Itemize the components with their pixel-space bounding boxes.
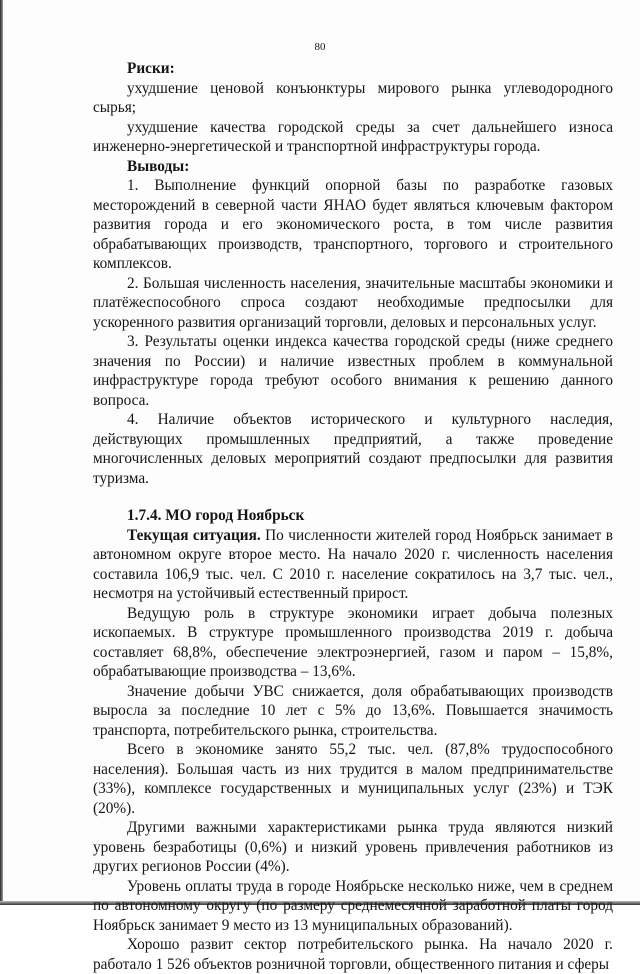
section-paragraph: Ведущую роль в структуре экономики играет добыча полезных ископаемых. В структуре промышленного производства 2019 г. добыча составляет 68,8%, обеспечение электроэнергией, газом и паром – 15,8%, обрабатывающие производства – 13,6%. <box>93 604 613 680</box>
lead-text: По численности жителей город Ноябрьск занимает в автономном округе второе место. На начало 2020 г. численность населения составила 106,9 тыс. чел. С 2010 г. население сократилось на 3,7 тыс. чел., несмотря на устойчивый естественный прирост. <box>93 526 613 602</box>
section-heading: 1.7.4. МО город Ноябрьск <box>127 507 305 524</box>
page-body <box>93 59 613 974</box>
section-paragraph: Всего в экономике занято 55,2 тыс. чел. (87,8% трудоспособного населения). Большая часть из них трудится в малом предпринимательстве (33%), комплексе государственных и муниципальных услуг (23%) и ТЭК (20%). <box>93 741 613 817</box>
conclusion-item: 4. Наличие объектов исторического и культурного наследия, действующих промышленных предприятий, а также проведение многочисленных деловых мероприятий создают предпосылки для развития туризма. <box>93 411 613 487</box>
risks-heading: Риски: <box>127 60 175 77</box>
risk-item: ухудшение ценовой конъюнктуры мирового рынка углеводородного сырья; <box>93 79 613 116</box>
conclusions-heading: Выводы: <box>127 157 190 175</box>
conclusion-item: 3. Результаты оценки индекса качества городской среды (ниже среднего значения по России) и наличие известных проблем в коммунальной инфраструктуре города требуют особого внимания к решению данного вопроса. <box>93 333 613 409</box>
section-lead-paragraph <box>93 526 613 604</box>
section-paragraph: Уровень оплаты труда в городе Ноябрьске несколько ниже, чем в среднем по автономному округу (по размеру среднемесячной заработной платы город Ноябрьск занимает 9 место из 13 муниципальных образований). <box>93 877 613 934</box>
section-paragraph: Другими важными характеристиками рынка труда являются низкий уровень безработицы (0,6%) и низкий уровень привлечения работников из других регионов России (4%). <box>93 819 613 875</box>
lead-bold-label: Текущая ситуация. <box>127 526 261 544</box>
section-paragraph: Значение добычи УВС снижается, доля обрабатывающих производств выросла за последние 10 лет с 5% до 13,6%. Повышается значимость транспорта, потребительского рынка, строительства. <box>93 682 613 739</box>
scan-edge-left <box>0 0 3 905</box>
conclusion-item: 2. Большая численность населения, значительные масштабы экономики и платёжеспособного спроса создают необходимые предпосылки для ускоренного развития организаций торговли, деловых и персональных услуг. <box>93 274 613 331</box>
conclusion-item: 1. Выполнение функций опорной базы по разработке газовых месторождений в северной части ЯНАО будет являться ключевым фактором развития города и его экономического роста, в том числе развития обрабатывающих производств, транспортного, торгового и строительного комплексов. <box>93 177 613 272</box>
risk-item: ухудшение качества городской среды за счет дальнейшего износа инженерно-энергетической и транспортной инфраструктуры города. <box>93 118 613 155</box>
section-paragraph: Хорошо развит сектор потребительского рынка. На начало 2020 г. работало 1 526 объектов розничной торговли, общественного питания и сферы <box>93 936 613 973</box>
page-number: 80 <box>314 41 326 53</box>
section-spacer <box>93 488 613 506</box>
